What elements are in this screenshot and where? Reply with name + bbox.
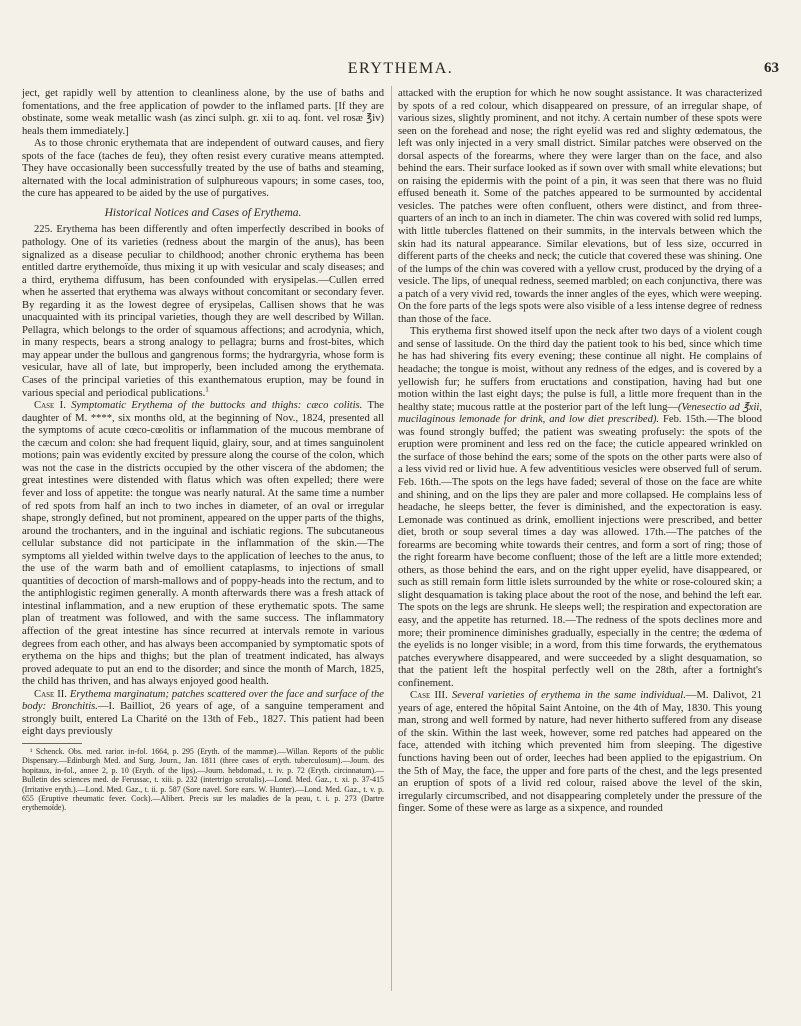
case-3 (398, 690, 762, 815)
case-label: Case II. (34, 688, 67, 700)
case-1 (22, 400, 384, 689)
column-divider (391, 86, 392, 991)
section-heading: Historical Notices and Cases of Erythema. (104, 206, 302, 219)
running-head (22, 60, 779, 80)
footnote: ¹ Schenck. Obs. med. rarior. in-fol. 1664, p. 295 (Eryth. of the mammæ).—Willan. Reports of the public Dispensary.—Edinburgh Med. and Surg. Journ., Jan. 1811 (three cases of eryth. tuberculosum).—Journ. des hopitaux, in-fol., annee 2, p. 10 (Eryth. of the lips).—Journ. hebdomad., t. iv. p. 72 (Eryth. circinnatum).—Bulletin des sciences med. de Ferussac, t. xiii. p. 232 (intertrigo scrotalis).—Lond. Med. Gaz., t. xi. p. 37-415 (Irritative eryth.).—Lond. Med. Gaz., t. ii. p. 587 (Sore navel. Sore ears. W. Hunter).—Lond. Med. Gaz., t. v. p. 655 (Eruptive rheumatic fever. Cock).—Alibert. Precis sur les maladies de la peau, t. i. p. 273 (Dartre erythemoïde). (22, 746, 384, 813)
footnote-ref: 1 (205, 385, 209, 394)
paragraph-text: 225. Erythema has been differently and often imperfectly described in books of pathology. One of its varieties (redness about the margin of the anus), has been signalized as a disease peculiar to childhood; another chronic erythema has been entitled dartre erythemoïde, thus mixing it up with vesicular and scaly diseases; and a third, erythema diffusum, has been confounded with erysipelas.—Cullen erred when he asserted that erythema was always without concomitant or secondary fever. By regarding it as the lowest degree of erysipelas, Callisen shows that he was unacquainted with its principal varieties, though they are well described by Willan. Pellagra, which belongs to the order of squamous affections; and acrodynia, which, in many respects, bears a strong analogy to pellagra; burns and frost-bites, which may appear under the bullous and gangrenous forms; the hydrargyria, whose form is vesicular, have all of late, but improperly, been included among the erythemata. Cases of the principal varieties of this exanthematous eruption, may be found in various special and periodical publications. (22, 224, 384, 399)
page-number: 63 (764, 60, 779, 76)
case-body: —I. Bailliot, 26 years of age, of a sanguine temperament and strongly built, entered La Charité on the 13th of Feb., 1827. This patient had been eight days previously (22, 701, 384, 738)
prescription: (Venesectio ad ℥xii, mucilaginous lemonade for drink, and low diet prescribed). (398, 401, 762, 426)
case-body: —M. Dalivot, 21 years of age, entered the hôpital Saint Antoine, on the 4th of May, 1830. This young man, strong and well formed by nature, had never hitherto suffered from any disease of the skin. Within the last week, however, some red patches had appeared on the face, attended with itching which prevented him from sleeping. The digestive functions having been out of order, leeches had been applied to the epigastrium. On the 5th of May, the face, the upper and fore parts of the chest, and the legs presented an eruption of spots of a livid red colour, raised above the level of the skin, irregularly circumscribed, and not disappearing completely under the pressure of the finger. Some of these were as large as a sixpence, and rounded (398, 690, 762, 815)
footnote-rule (22, 743, 82, 744)
case-title: Erythema marginatum; patches scattered over the face and surface of the body: Bronchitis. (22, 688, 384, 713)
running-title: ERYTHEMA. (347, 60, 454, 77)
case-label: Case I. (34, 400, 66, 412)
right-column (398, 88, 762, 816)
book-page (22, 0, 779, 1026)
paragraph-225 (22, 224, 384, 400)
paragraph: attacked with the eruption for which he now sought assistance. It was characterized by spots of a red colour, which disappeared on pressure, of an irregular shape, of various sizes, slightly prominent, and not itchy. A certain number of these spots were seen on the forehead and nose; the right eyelid was red and slighty œdematous, the left was only injected in a very small district. Similar patches were observed on the dorsal aspects of the forearms, where they were larger than on the face, and also behind the ears. Their surface looked as if sown over with small white elevations; but on raising the epidermis with the point of a pin, it was seen that there was no fluid effused beneath it. Some of the patches appeared to be surmounted by accidental vesicles. The patches were often confluent, others were distinct, and from three-quarters of an inch to an inch in diameter. The chin was covered with solid red lumps, with little tubercles flattened on their summits, in the intervals between which the skin had its natural appearance. Similar elevations, but of less size, occurred in different parts of the cheeks and neck; the cuticle that covered these was shining. One of the lumps of the chin was covered with a yellow crust, produced by the drying of a vesicle. The lips, of unequal redness, seemed marbled; on each conjunctiva, there was a patch of a very vivid red, towards the inner angles of the eyes, which were weeping. On the fore parts of the legs spots were also visible of a less intense degree of redness than those of the face. (398, 88, 762, 325)
case-title: Symptomatic Erythema of the buttocks and thighs: cæco colitis. (71, 400, 363, 412)
left-column (22, 88, 384, 813)
case-label: Case III. (410, 690, 448, 702)
case-body: The daughter of M. ****, six months old, at the beginning of Nov., 1824, presented all the symptoms of acute cœco-cœolitis or inflammation of the mucous membrane of the cæcum and colon: she had frequent liquid, glairy, sour, and at times sanguinolent motions; pain was evidently excited by pressure along the course of the colon, which was not the case in the districts occupied by the other viscera of the abdomen; the great intestines were distended with flatus which was often expelled; there were fever and loss of appetite: the tongue was nearly natural. At the same time a number of red spots from half an inch to two inches in diameter, of an oval or irregular shape, strongly defined, but not prominent, appeared on the upper parts of the thighs, around the trochanters, and in the inguinal and ischiatic regions. The subcutaneous cellular substance did not participate in the inflammation of the skin.—The symptoms all yielded within twelve days to the application of leeches to the anus, to the use of the warm bath and of emollient cataplasms, to injections of small quantities of decoction of marsh-mallows and of poppy-heads into the rectum, and to the antiphlogistic regimen generally. A month afterwards there was a fresh attack of intestinal inflammation, and a new eruption of these erythematic spots. The same plan of treatment was followed, and with the same success. The inflammatory affection of the great intestine has since recurred at intervals remote in various degrees from each other, and has always been accompanied by symptomatic spots of erythema on the hips and thighs; but the plan of treatment indicated, has always proved adequate to put an end to the disorder; and since the month of March, 1825, the child has thriven, and has always enjoyed good health. (22, 400, 384, 688)
paragraph-text: Feb. 15th.—The blood was found strongly buffed; the patient was sweating profusely: the spots of the eruption were prominent and less red on the face; the cuticle appeared wrinkled on the surface of those behind the ears; some of the spots on the other parts were also of a less vivid red or livid hue. A few adventitious vesicles were observed full of serum. Feb. 16th.—The spots on the legs have faded; several of those on the face are white and shining, and on the lips they are paler and more collapsed. He complains less of headache, he sleeps better, the fever is diminished, and the expectoration is easy. Lemonade was continued as drink, emollient injections were prescribed, and better diet, broth or soup several times a day was allowed. 17th.—The patches of the forearms are becoming white towards their centres, and form a sort of ring; those of the right forearm have become confluent; those of the left are a little more extended; others, as those behind the ears, and on the right upper eyelid, have disappeared, or such as still remain form little islets surrounded by the white or rose-coloured skin; a slight desquamation is taking place about the root of the nose, and behind the left ear. The spots on the legs are shrunk. He sleeps well; the respiration and expectoration are easy, and the appetite has returned. 18.—The redness of the spots declines more and more; their prominence diminishes gradually, especially in the centre; the œdema of the eyelids is no longer visible; in a word, from this time forwards, the erythematous patches everywhere disappeared, and were succeeded by a slight desquamation, so that the patient left the hospital perfectly well on the 28th, after a fortnight's confinement. (398, 414, 762, 689)
case-title: Several varieties of erythema in the same individual. (451, 690, 686, 702)
case-2 (22, 689, 384, 739)
paragraph: ject, get rapidly well by attention to cleanliness alone, by the use of baths and fomentations, and the free application of powder to the inflamed parts. [If they are obstinate, some weak metallic wash (as zinci sulph. gr. xii to aq. font. vel rosæ ℥iv) heals them immediately.] (22, 88, 384, 137)
paragraph-text: This erythema first showed itself upon the neck after two days of a violent cough and sense of lassitude. On the third day the patient took to his bed, since which time he has had shivering fits every evening; these continue all night. He complains of headache; the tongue is moist, without any redness of the edges, and is covered by a yellowish fur; he suffers from eructations and constipation, having had but one motion within the last eight days; the pulse is full, a little more frequent than in the healthy state; mucous rattle at the posterior part of the left lung— (398, 326, 762, 413)
paragraph (398, 326, 762, 690)
paragraph: As to those chronic erythemata that are independent of outward causes, and fiery spots of the face (taches de feu), they often resist every curative means attempted. They have occasionally been successfully treated by the use of baths and steaming, alternated with the local administration of sulphureous vapours; in some cases, too, the cure has appeared to be aided by the use of purgatives. (22, 138, 384, 200)
